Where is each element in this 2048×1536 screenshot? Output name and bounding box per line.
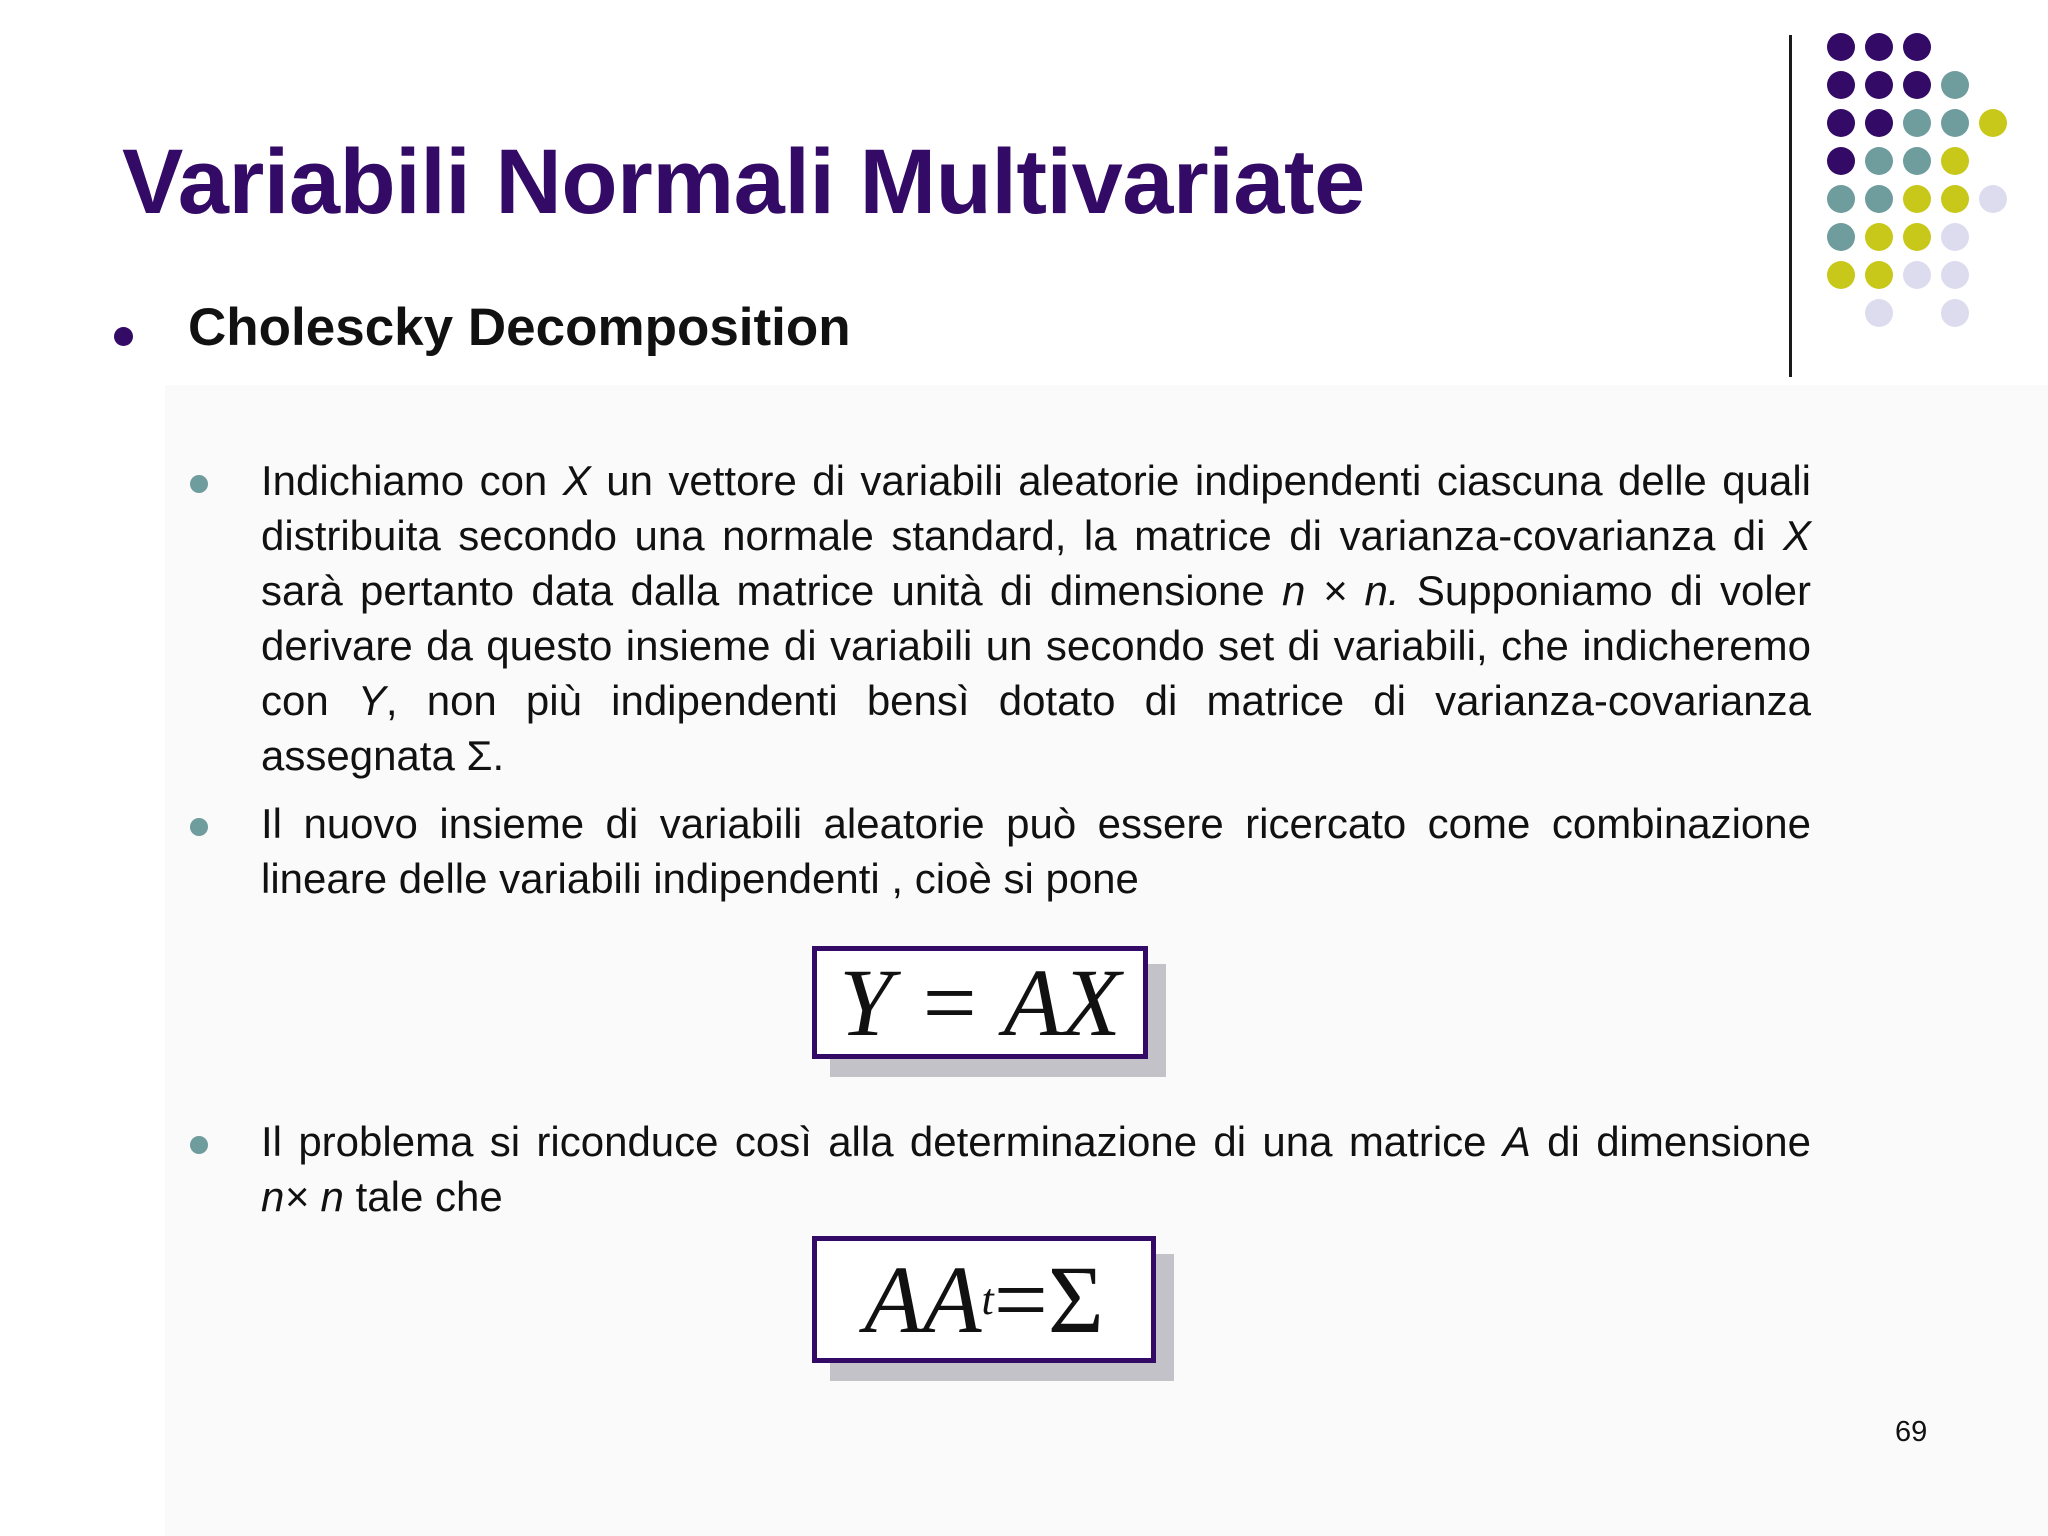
slide-title: Variabili Normali Multivariate <box>122 131 1365 233</box>
main-bullet-dot <box>114 327 133 346</box>
decor-dot <box>1865 109 1893 137</box>
decor-dot <box>1979 185 2007 213</box>
decor-dot <box>1941 299 1969 327</box>
p3-text-a: Il problema si riconduce così alla determinazione di una matrice <box>261 1118 1503 1165</box>
paragraph-3 <box>261 1114 1811 1224</box>
p1-var-y: Y <box>357 677 386 724</box>
decor-dot <box>1941 223 1969 251</box>
decor-dot <box>1903 147 1931 175</box>
decor-dot <box>1941 109 1969 137</box>
decor-dot <box>1865 261 1893 289</box>
decor-dot <box>1827 33 1855 61</box>
p3-text-b: di dimensione <box>1530 1118 1812 1165</box>
p1-dimension: n × n. <box>1281 567 1400 614</box>
decor-dot <box>1979 109 2007 137</box>
decor-dot <box>1865 299 1893 327</box>
p1-text-b: un vettore di variabili aleatorie indipendenti ciascuna delle quali distribuita secondo una normale standard, la matrice di varianza-covarianza di <box>261 457 1811 559</box>
decor-dot <box>1865 71 1893 99</box>
decor-dot <box>1903 223 1931 251</box>
decor-dot <box>1827 147 1855 175</box>
paragraph-2: Il nuovo insieme di variabili aleatorie può essere ricercato come combinazione lineare delle variabili indipendenti , cioè si pone <box>261 800 1811 902</box>
section-heading: Cholescky Decomposition <box>188 298 851 357</box>
eq2-transpose: t <box>981 1275 994 1324</box>
decor-dot <box>1827 185 1855 213</box>
decor-dot <box>1865 223 1893 251</box>
decor-dot <box>1827 71 1855 99</box>
bullet-dot <box>190 475 208 493</box>
decor-dot <box>1865 147 1893 175</box>
p3-dimension: n× n <box>261 1173 344 1220</box>
equation-aat-equals-sigma <box>812 1236 1156 1363</box>
eq2-equals: = <box>993 1246 1048 1353</box>
eq2-aa: AA <box>864 1246 982 1353</box>
eq2-sigma: Σ <box>1047 1246 1104 1353</box>
page-number: 69 <box>1895 1416 1928 1448</box>
p1-text-e: , non più indipendenti bensì dotato di matrice di varianza-covarianza assegnata Σ. <box>261 677 1811 779</box>
decor-dot <box>1903 71 1931 99</box>
decor-dot <box>1865 33 1893 61</box>
decor-dot <box>1903 109 1931 137</box>
decor-dot <box>1827 223 1855 251</box>
decor-dot <box>1827 261 1855 289</box>
decor-dot <box>1941 261 1969 289</box>
decor-dot <box>1941 147 1969 175</box>
decor-dot <box>1903 33 1931 61</box>
p1-text-c: sarà pertanto data dalla matrice unità di dimensione <box>261 567 1282 614</box>
bullet-dot <box>190 1136 208 1154</box>
paragraph-1 <box>261 453 1811 783</box>
decor-dot <box>1941 185 1969 213</box>
decor-dot <box>1827 109 1855 137</box>
p3-var-a: A <box>1502 1118 1531 1165</box>
decor-dot <box>1903 185 1931 213</box>
p3-text-c: tale che <box>343 1173 503 1220</box>
decor-dot <box>1865 185 1893 213</box>
p1-var-x2: X <box>1782 512 1811 559</box>
decor-dot <box>1941 71 1969 99</box>
decor-dot <box>1903 261 1931 289</box>
equation-y-equals-ax: Y = AX <box>812 946 1148 1059</box>
p1-var-x: X <box>562 457 591 504</box>
bullet-dot <box>190 818 208 836</box>
p1-text-a: Indichiamo con <box>261 457 563 504</box>
p1-text-d: Supponiamo di voler derivare da questo insieme di variabili un secondo set di variabili, che indicheremo con <box>261 567 1811 724</box>
vertical-divider <box>1789 35 1792 377</box>
